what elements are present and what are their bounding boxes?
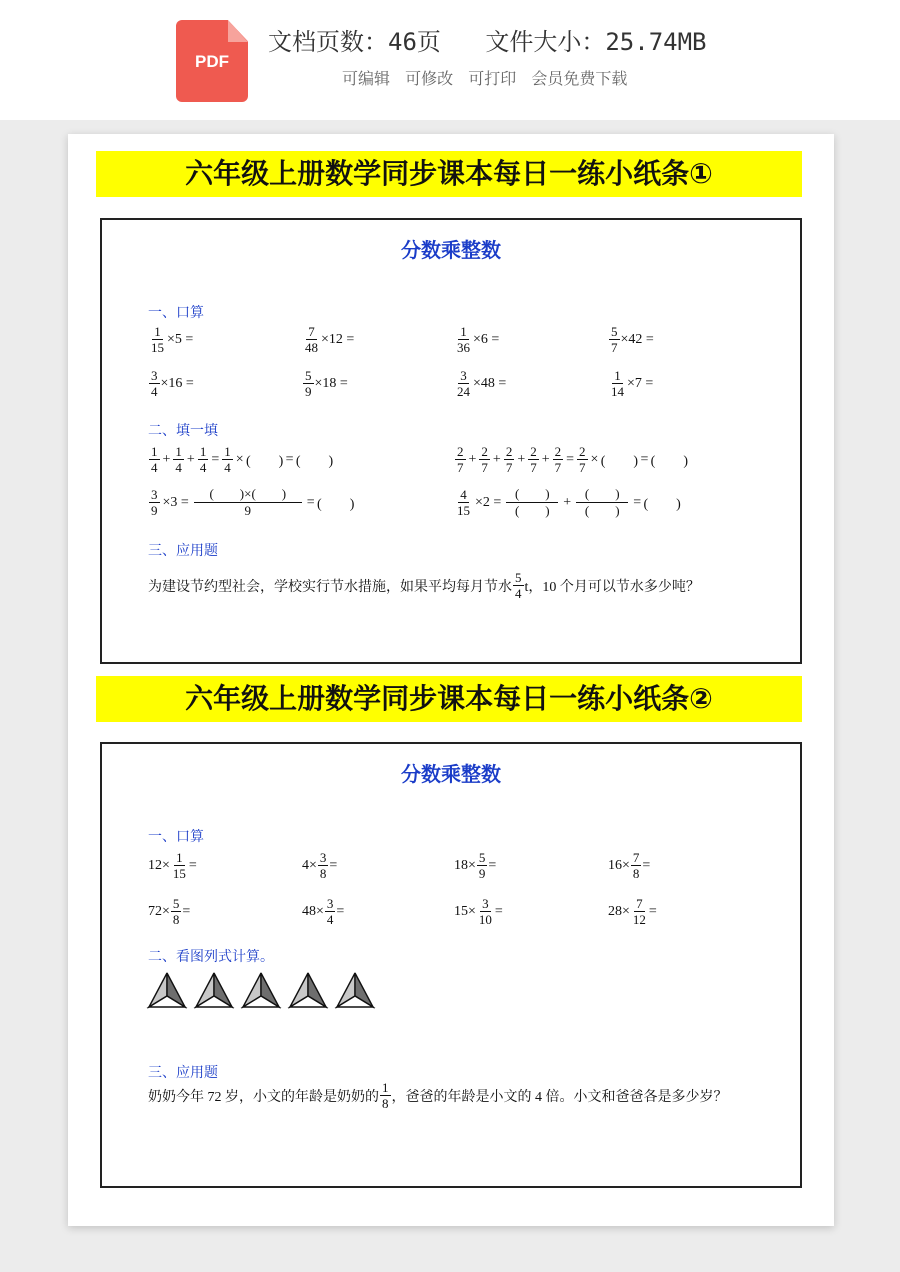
feature-modifiable: 可修改 xyxy=(405,69,454,88)
triangle-figures xyxy=(146,970,386,1010)
oral-item: $\frac{7}{48}$ ×12 = xyxy=(305,324,355,355)
oral-item: $\frac{3}{24}$ ×48 = xyxy=(457,368,507,399)
sheet2-banner: 六年级上册数学同步课本每日一练小纸条② xyxy=(96,676,802,722)
oral-item: 12× $\frac{1}{15}$ = xyxy=(148,850,197,881)
oral-item: $\frac{1}{36}$ ×6 = xyxy=(457,324,500,355)
sheet2-title: 分数乘整数 xyxy=(401,762,501,786)
fill-item: $\frac{3}{9}$ ×3 = $\frac{( )\times( )}{9}$ = ( ) xyxy=(151,486,355,518)
oral-item: $\frac{1}{14}$ ×7 = xyxy=(611,368,654,399)
sheet2-section-word: 三、应用题 xyxy=(148,1065,218,1081)
oral-item: 15× $\frac{3}{10}$ = xyxy=(454,896,503,927)
oral-item: 28× $\frac{7}{12}$ = xyxy=(608,896,657,927)
triangle-figure xyxy=(290,973,326,1007)
oral-item: 4× $\frac{3}{8}$ = xyxy=(302,850,338,881)
feature-editable: 可编辑 xyxy=(342,69,391,88)
triangle-figure-row xyxy=(146,970,386,1010)
fill-item: $\frac{2}{7}$ + $\frac{2}{7}$ + $\frac{2}{7}$ + $\frac{2}{7}$ + $\frac{2}{7}$ = $\frac{2}{7}$ × ( ) = ( ) xyxy=(457,444,688,475)
header-bar xyxy=(0,0,900,120)
document-page xyxy=(68,134,834,1226)
triangle-figure xyxy=(149,973,185,1007)
file-meta xyxy=(268,22,737,57)
triangle-figure xyxy=(337,973,373,1007)
sheet1-title: 分数乘整数 xyxy=(401,238,501,262)
pdf-icon-label: PDF xyxy=(195,52,229,71)
sheet2-section-picture: 二、看图列式计算。 xyxy=(148,949,274,965)
triangle-figure xyxy=(243,973,279,1007)
sheet1-section-fill: 二、填一填 xyxy=(148,423,218,439)
oral-item: $\frac{5}{9}$ ×18 = xyxy=(305,368,348,399)
page-count: 文档页数：46页 xyxy=(268,28,441,56)
oral-item: 72× $\frac{5}{8}$ = xyxy=(148,896,191,927)
triangle-figure xyxy=(196,973,232,1007)
sheet1-section-word: 三、应用题 xyxy=(148,543,218,559)
file-size: 文件大小：25.74MB xyxy=(485,28,707,56)
sheet1-card xyxy=(100,218,802,664)
sheet1-banner: 六年级上册数学同步课本每日一练小纸条① xyxy=(96,151,802,197)
oral-item: 18× $\frac{5}{9}$ = xyxy=(454,850,497,881)
word-problem: 为建设节约型社会，学校实行节水措施，如果平均每月节水 $\frac{5}{4}$ t，10 个月可以节水多少吨？ xyxy=(148,570,700,601)
fill-item: $\frac{4}{15}$ ×2 = $\frac{( )}{( )}$ + $\frac{( )}{( )}$ = ( ) xyxy=(457,486,681,518)
oral-item: $\frac{3}{4}$ ×16 = xyxy=(151,368,194,399)
word-problem: 奶奶今年 72 岁，小文的年龄是奶奶的 $\frac{1}{8}$ ，爸爸的年龄是小文的 4 倍。小文和爸爸各是多少岁？ xyxy=(148,1080,728,1111)
feature-member-free: 会员免费下载 xyxy=(531,69,628,88)
fill-item: $\frac{1}{4}$ + $\frac{1}{4}$ + $\frac{1}{4}$ = $\frac{1}{4}$ × ( ) = ( ) xyxy=(151,444,334,475)
feature-list xyxy=(342,66,637,89)
pdf-fold-icon xyxy=(228,20,248,42)
oral-item: $\frac{5}{7}$ ×42 = xyxy=(611,324,654,355)
oral-item: 16× $\frac{7}{8}$ = xyxy=(608,850,651,881)
sheet2-section-oral: 一、口算 xyxy=(148,829,204,845)
oral-item: $\frac{1}{15}$ ×5 = xyxy=(151,324,194,355)
sheet2-card xyxy=(100,742,802,1188)
sheet1-section-oral: 一、口算 xyxy=(148,305,204,321)
oral-item: 48× $\frac{3}{4}$ = xyxy=(302,896,345,927)
feature-printable: 可打印 xyxy=(468,69,517,88)
